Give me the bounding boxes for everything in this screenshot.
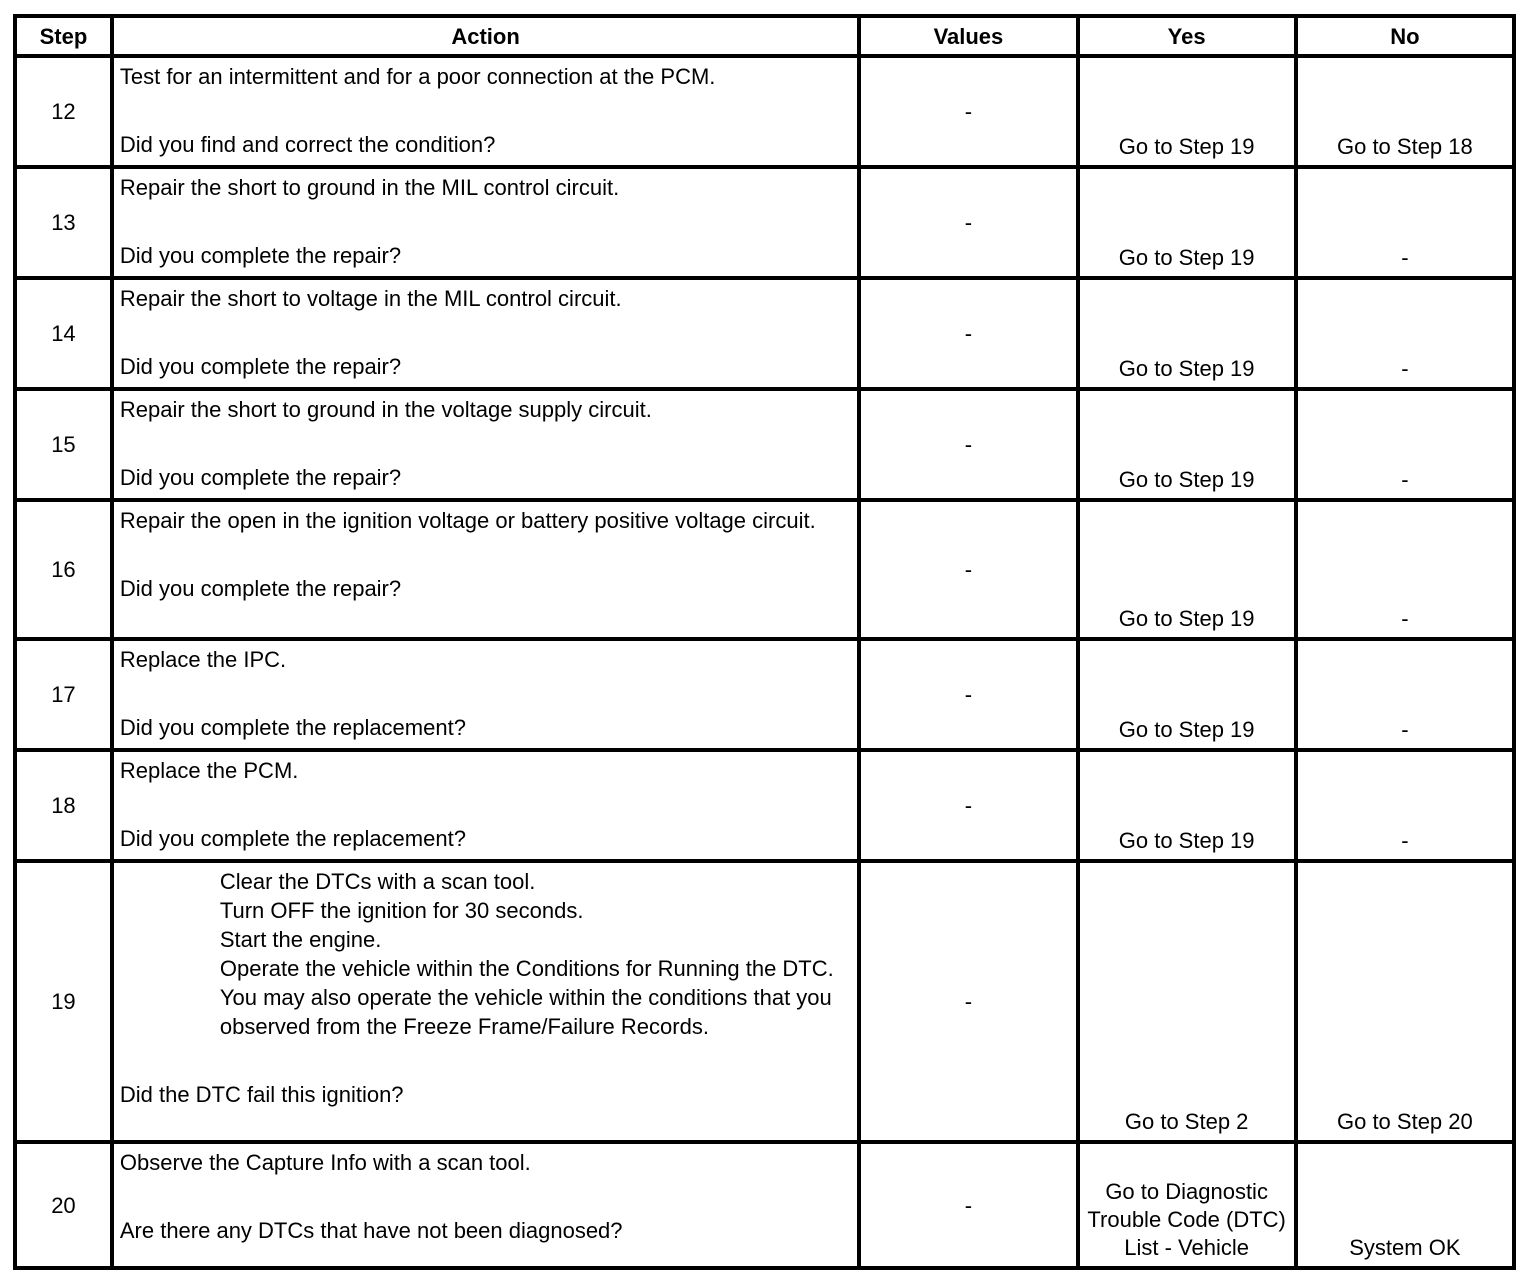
- table-row: [15, 500, 1514, 639]
- no-cell: System OK: [1296, 1142, 1514, 1268]
- no-cell: -: [1296, 278, 1514, 389]
- yes-cell: Go to Step 19: [1078, 639, 1296, 750]
- no-cell: -: [1296, 389, 1514, 500]
- action-question: Did you find and correct the condition?: [119, 132, 496, 157]
- values-cell: -: [859, 750, 1077, 861]
- action-cell: [112, 1142, 859, 1268]
- header-no: No: [1296, 16, 1514, 56]
- no-cell: Go to Step 18: [1296, 56, 1514, 167]
- header-row: [15, 16, 1514, 56]
- no-cell: Go to Step 20: [1296, 861, 1514, 1142]
- action-question: Did the DTC fail this ignition?: [119, 1082, 404, 1107]
- table-row: [15, 861, 1514, 1142]
- yes-cell: Go to Step 19: [1078, 56, 1296, 167]
- action-question: Are there any DTCs that have not been diagnosed?: [119, 1218, 623, 1243]
- header-step: Step: [15, 16, 112, 56]
- values-cell: -: [859, 500, 1077, 639]
- header-action: Action: [112, 16, 859, 56]
- yes-cell: Go to Step 19: [1078, 500, 1296, 639]
- action-question: Did you complete the repair?: [119, 354, 402, 379]
- step-number: 18: [15, 750, 112, 861]
- no-cell: -: [1296, 167, 1514, 278]
- action-cell: [112, 500, 859, 639]
- action-question: Did you complete the replacement?: [119, 715, 466, 740]
- table-row: [15, 56, 1514, 167]
- yes-cell: Go to Step 19: [1078, 278, 1296, 389]
- table-row: [15, 750, 1514, 861]
- procedure-list: [120, 867, 851, 1041]
- action-cell: [112, 167, 859, 278]
- action-question: Did you complete the repair?: [119, 465, 402, 490]
- values-cell: -: [859, 1142, 1077, 1268]
- step-number: 17: [15, 639, 112, 750]
- list-item: Turn OFF the ignition for 30 seconds.: [219, 898, 584, 923]
- step-number: 20: [15, 1142, 112, 1268]
- list-item: Clear the DTCs with a scan tool.: [219, 869, 536, 894]
- yes-cell: Go to Step 19: [1078, 750, 1296, 861]
- step-number: 15: [15, 389, 112, 500]
- yes-cell: Go to Step 19: [1078, 389, 1296, 500]
- yes-cell: Go to Diagnostic Trouble Code (DTC) List - Vehicle: [1078, 1142, 1296, 1268]
- action-instruction: Observe the Capture Info with a scan tool.: [119, 1150, 531, 1175]
- action-cell: [112, 278, 859, 389]
- header-yes: Yes: [1078, 16, 1296, 56]
- action-cell: [112, 639, 859, 750]
- values-cell: -: [859, 389, 1077, 500]
- header-values: Values: [859, 16, 1077, 56]
- values-cell: -: [859, 56, 1077, 167]
- action-instruction: Replace the IPC.: [119, 647, 287, 672]
- action-instruction: Repair the open in the ignition voltage or battery positive voltage circuit.: [119, 508, 816, 533]
- yes-cell: Go to Step 2: [1078, 861, 1296, 1142]
- step-number: 12: [15, 56, 112, 167]
- no-cell: -: [1296, 500, 1514, 639]
- table-row: [15, 1142, 1514, 1268]
- no-cell: -: [1296, 639, 1514, 750]
- table-row: [15, 639, 1514, 750]
- table-row: [15, 278, 1514, 389]
- action-instruction: Repair the short to voltage in the MIL control circuit.: [119, 286, 622, 311]
- action-instruction: Repair the short to ground in the MIL control circuit.: [119, 175, 620, 200]
- action-instruction: Test for an intermittent and for a poor connection at the PCM.: [119, 64, 716, 89]
- values-cell: -: [859, 167, 1077, 278]
- step-number: 13: [15, 167, 112, 278]
- list-item: Start the engine.: [219, 927, 382, 952]
- action-question: Did you complete the replacement?: [119, 826, 466, 851]
- table-row: [15, 167, 1514, 278]
- values-cell: -: [859, 278, 1077, 389]
- no-cell: -: [1296, 750, 1514, 861]
- action-question: Did you complete the repair?: [119, 576, 402, 601]
- action-cell: [112, 861, 859, 1142]
- step-number: 16: [15, 500, 112, 639]
- step-number: 19: [15, 861, 112, 1142]
- action-instruction: Replace the PCM.: [119, 758, 299, 783]
- action-question: Did you complete the repair?: [119, 243, 402, 268]
- step-number: 14: [15, 278, 112, 389]
- list-item: Operate the vehicle within the Conditions for Running the DTC. You may also operate the vehicle within the conditions that you observed from the Freeze Frame/Failure Records.: [219, 956, 834, 1039]
- values-cell: -: [859, 861, 1077, 1142]
- action-cell: [112, 750, 859, 861]
- table-row: [15, 389, 1514, 500]
- action-instruction: Repair the short to ground in the voltage supply circuit.: [119, 397, 652, 422]
- yes-cell: Go to Step 19: [1078, 167, 1296, 278]
- diagnostic-table: [13, 14, 1516, 1270]
- action-cell: [112, 56, 859, 167]
- action-cell: [112, 389, 859, 500]
- values-cell: -: [859, 639, 1077, 750]
